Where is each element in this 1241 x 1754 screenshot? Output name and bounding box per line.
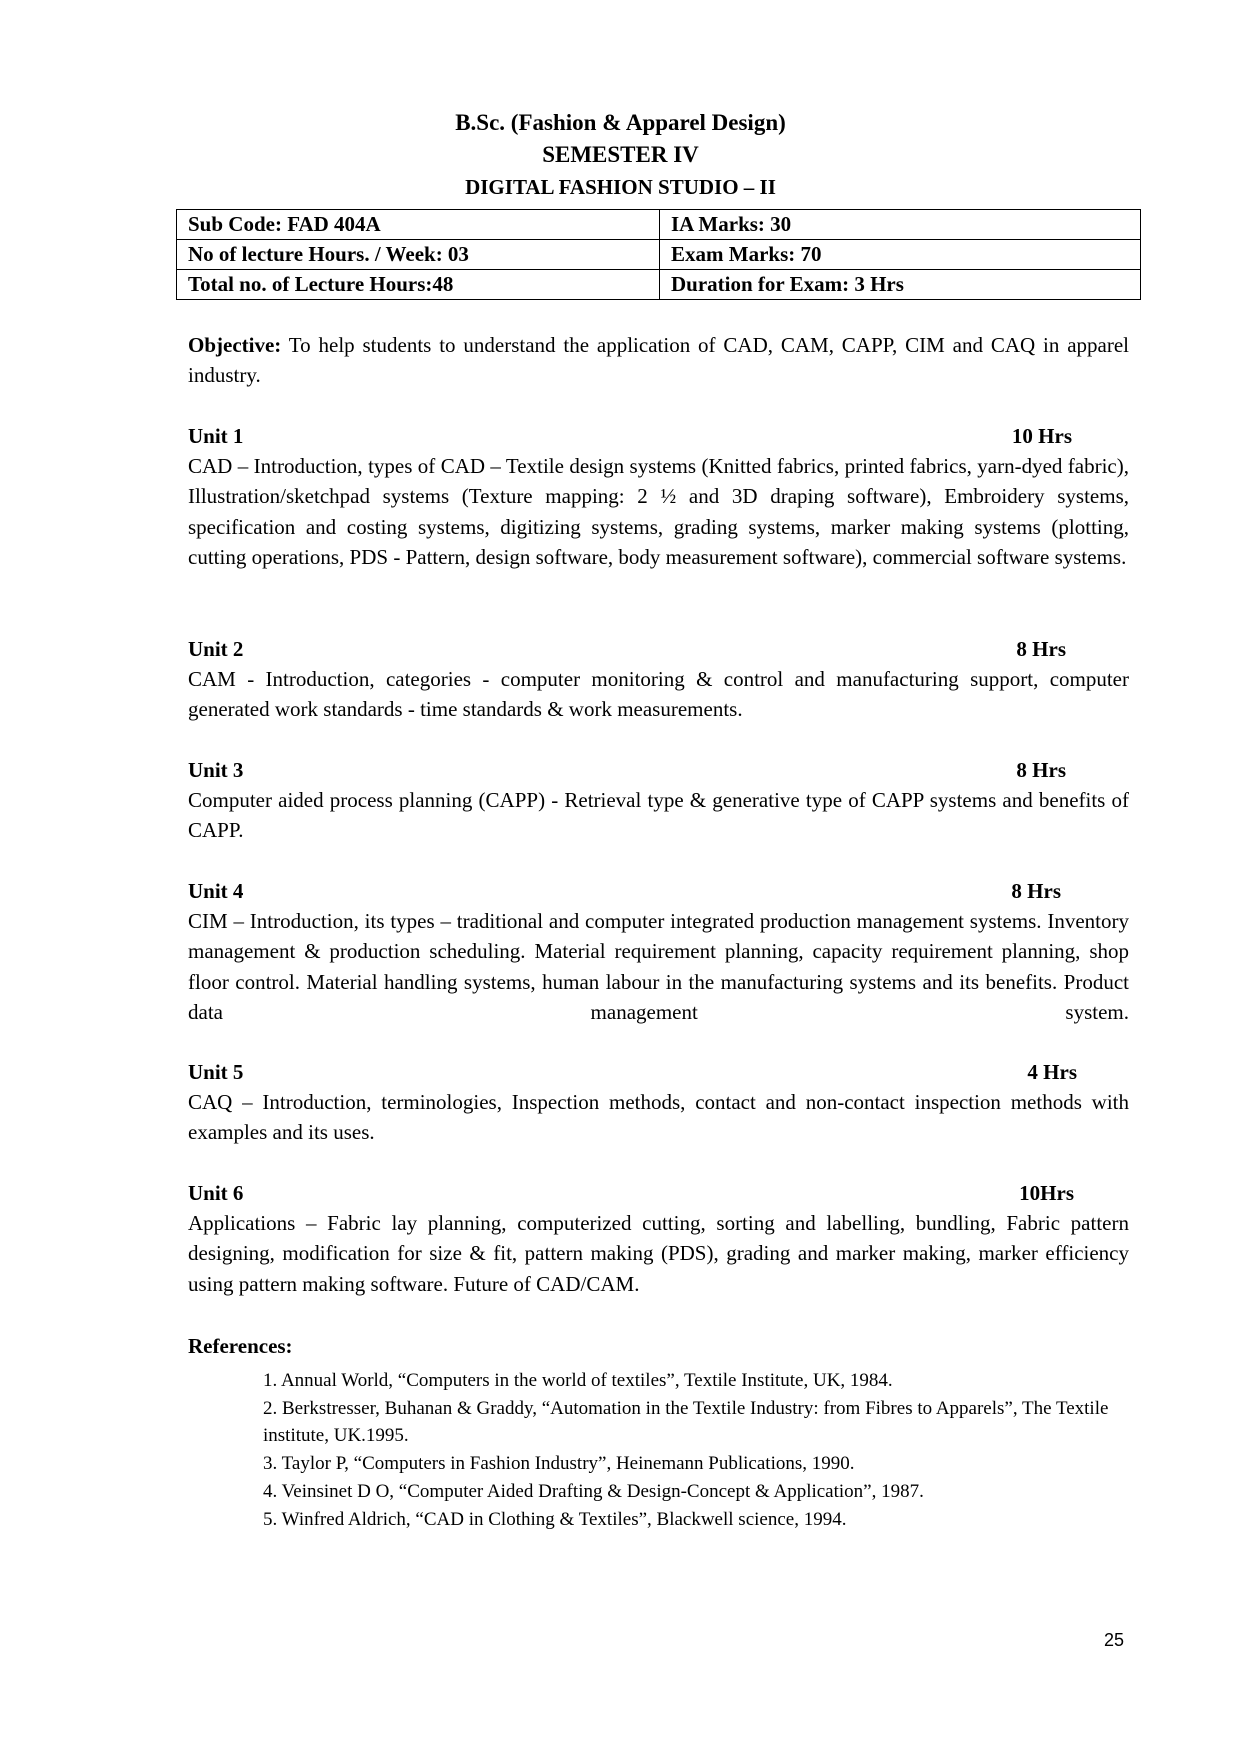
program-title: B.Sc. (Fashion & Apparel Design) [455, 110, 786, 135]
references-title: References: [188, 1334, 293, 1358]
page-number: 25 [1104, 1630, 1125, 1650]
objective-text: To help students to understand the application of CAD, CAM, CAPP, CIM and CAQ in apparel industry. [188, 333, 1129, 388]
unit-5-hours: 4 Hrs [1027, 1060, 1077, 1084]
table-row [177, 210, 1141, 240]
unit-4-text-body: CIM – Introduction, its types – traditional and computer integrated production management systems. Inventory management & production scheduling. Material requirement planning, capacity requirement planning, shop floor control. Material handling systems, human labour in the manufacturing systems and its benefits. Product data management system. [188, 909, 1129, 1025]
unit-4-text [188, 906, 1129, 1028]
unit-1-title: Unit 1 [188, 424, 244, 448]
unit-6-text: Applications – Fabric lay planning, computerized cutting, sorting and labelling, bundling, Fabric pattern designing, modification for size & fit, pattern making (PDS), grading and marker making, marker efficiency using pattern making software. Future of CAD/CAM. [188, 1211, 1129, 1296]
table-cell: IA Marks: 30 [660, 210, 1141, 240]
table-row [177, 270, 1141, 300]
table-cell: No of lecture Hours. / Week: 03 [177, 240, 660, 270]
unit-2-hours: 8 Hrs [1016, 637, 1066, 661]
unit-3-text: Computer aided process planning (CAPP) - Retrieval type & generative type of CAPP systems and benefits of CAPP. [188, 788, 1129, 843]
table-cell: Total no. of Lecture Hours:48 [177, 270, 660, 300]
unit-2-text: CAM - Introduction, categories - computer monitoring & control and manufacturing support, computer generated work standards - time standards & work measurements. [188, 667, 1129, 722]
unit-5-title: Unit 5 [188, 1060, 244, 1084]
unit-2-title: Unit 2 [188, 637, 244, 661]
unit-6-hours: 10Hrs [1019, 1181, 1074, 1205]
unit-3-hours: 8 Hrs [1016, 758, 1066, 782]
list-item: 3. Taylor P, “Computers in Fashion Industry”, Heinemann Publications, 1990. [263, 1453, 855, 1475]
list-item: 5. Winfred Aldrich, “CAD in Clothing & Textiles”, Blackwell science, 1994. [263, 1508, 847, 1530]
table-cell: Exam Marks: 70 [660, 240, 1141, 270]
unit-1-text: CAD – Introduction, types of CAD – Textile design systems (Knitted fabrics, printed fabrics, yarn-dyed fabric), Illustration/sketchpad systems (Texture mapping: 2 ½ and 3D draping software), Embroidery systems, specification and costing systems, digitizing systems, grading systems, marker making systems (plotting, cutting operations, PDS - Pattern, design software, body measurement software), commercial software systems. [188, 454, 1129, 570]
course-info-table [176, 209, 1141, 300]
list-item: 2. Berkstresser, Buhanan & Graddy, “Automation in the Textile Industry: from Fibres to Apparels”, The Textile institute, UK.1995. [263, 1397, 1109, 1447]
unit-1-hours: 10 Hrs [1011, 424, 1072, 448]
objective-paragraph [188, 330, 1129, 391]
semester-title: SEMESTER IV [542, 142, 699, 167]
table-cell: Sub Code: FAD 404A [177, 210, 660, 240]
table-row [177, 240, 1141, 270]
unit-3-title: Unit 3 [188, 758, 244, 782]
unit-4-hours: 8 Hrs [1011, 879, 1061, 903]
table-cell: Duration for Exam: 3 Hrs [660, 270, 1141, 300]
references-list [263, 1367, 1123, 1533]
list-item: 1. Annual World, “Computers in the world of textiles”, Textile Institute, UK, 1984. [263, 1370, 893, 1391]
unit-5-text: CAQ – Introduction, terminologies, Inspection methods, contact and non-contact inspection methods with examples and its uses. [188, 1090, 1129, 1145]
unit-6-title: Unit 6 [188, 1181, 244, 1205]
list-item: 4. Veinsinet D O, “Computer Aided Drafting & Design-Concept & Application”, 1987. [263, 1480, 924, 1502]
objective-label: Objective: [188, 333, 282, 357]
unit-4-title: Unit 4 [188, 879, 244, 903]
course-title: DIGITAL FASHION STUDIO – II [465, 175, 776, 199]
